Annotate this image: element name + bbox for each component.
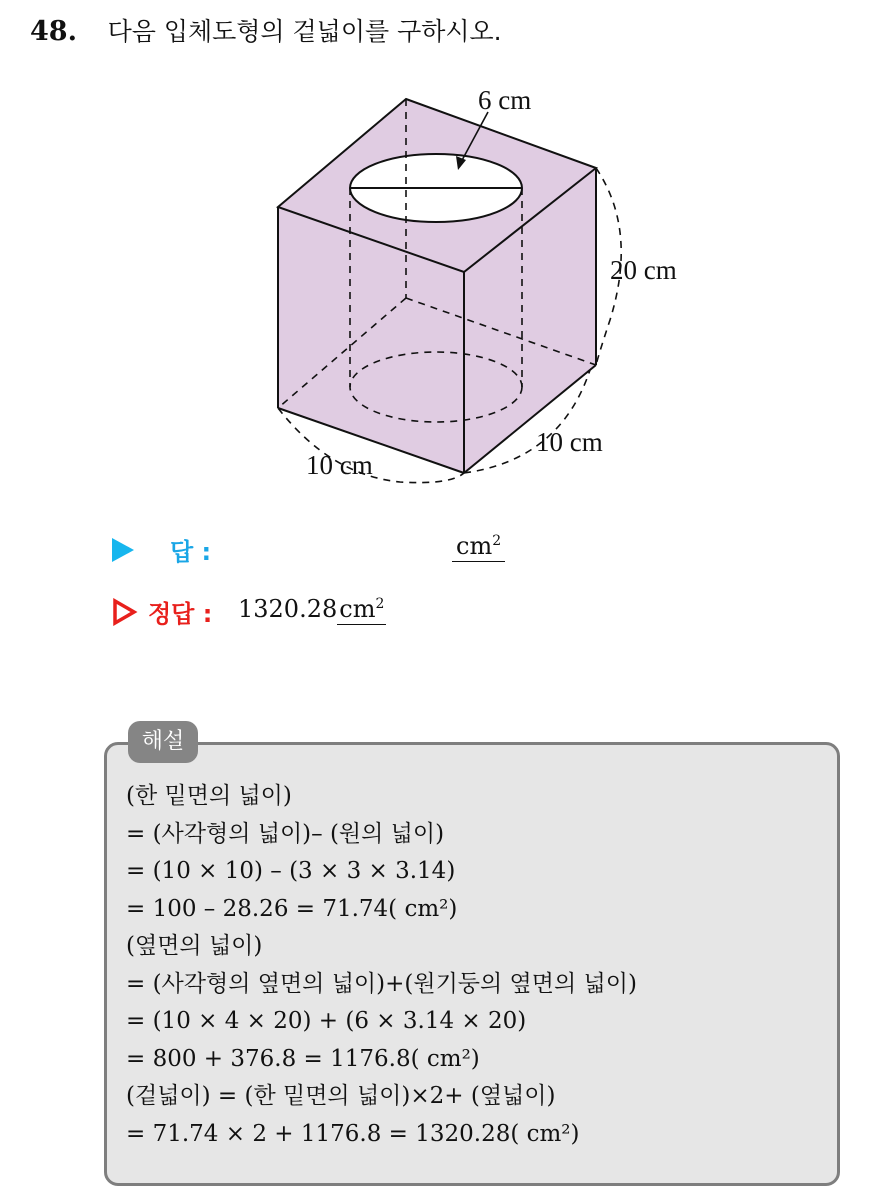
question-header [30, 12, 502, 48]
solution-line: (옆면의 넓이) [126, 933, 263, 959]
play-triangle-icon [112, 538, 134, 562]
correct-answer-row [112, 592, 612, 632]
solution-lines [126, 778, 637, 1153]
solution-line: = (10 × 4 × 20) + (6 × 3.14 × 20) [126, 1008, 527, 1034]
solution-line: = (10 × 10) – (3 × 3 × 3.14) [126, 858, 456, 884]
solution-line: = 100 – 28.26 = 71.74( cm²) [126, 895, 458, 922]
solution-line: = 800 + 376.8 = 1176.8( cm²) [126, 1045, 480, 1072]
solid-figure [260, 80, 700, 500]
solution-tab: 해설 [128, 721, 198, 763]
solution-line: (한 밑면의 넓이) [126, 783, 292, 809]
depth-label: 10 cm [536, 427, 603, 457]
correct-answer-unit-wrap [337, 595, 386, 625]
answer-blank[interactable] [452, 532, 505, 562]
answer-unit-sup: 2 [492, 533, 502, 549]
outline-triangle-icon [112, 598, 138, 626]
answer-label: 답 : [170, 538, 212, 566]
correct-answer-unit: cm [339, 595, 376, 623]
question-text: 다음 입체도형의 겉넓이를 구하시오. [107, 17, 502, 46]
solution-line: = (사각형의 옆면의 넓이)+(원기둥의 옆면의 넓이) [126, 970, 637, 997]
correct-answer-value: 1320.28 [238, 595, 338, 623]
solution-line: = 71.74 × 2 + 1176.8 = 1320.28( cm²) [126, 1120, 580, 1147]
solution-line: = (사각형의 넓이)– (원의 넓이) [126, 820, 445, 847]
answer-row [112, 530, 612, 570]
question-number: 48. [30, 16, 77, 47]
solution-line: (겉넓이) = (한 밑면의 넓이)×2+ (옆넓이) [126, 1083, 556, 1109]
width-label: 10 cm [306, 450, 373, 480]
answer-unit: cm [456, 532, 493, 560]
correct-answer-label: 정답 : [148, 600, 213, 628]
height-label: 20 cm [610, 255, 677, 285]
correct-answer-unit-sup: 2 [375, 596, 385, 612]
correct-answer-value-group [238, 595, 386, 623]
diameter-label: 6 cm [478, 85, 532, 115]
